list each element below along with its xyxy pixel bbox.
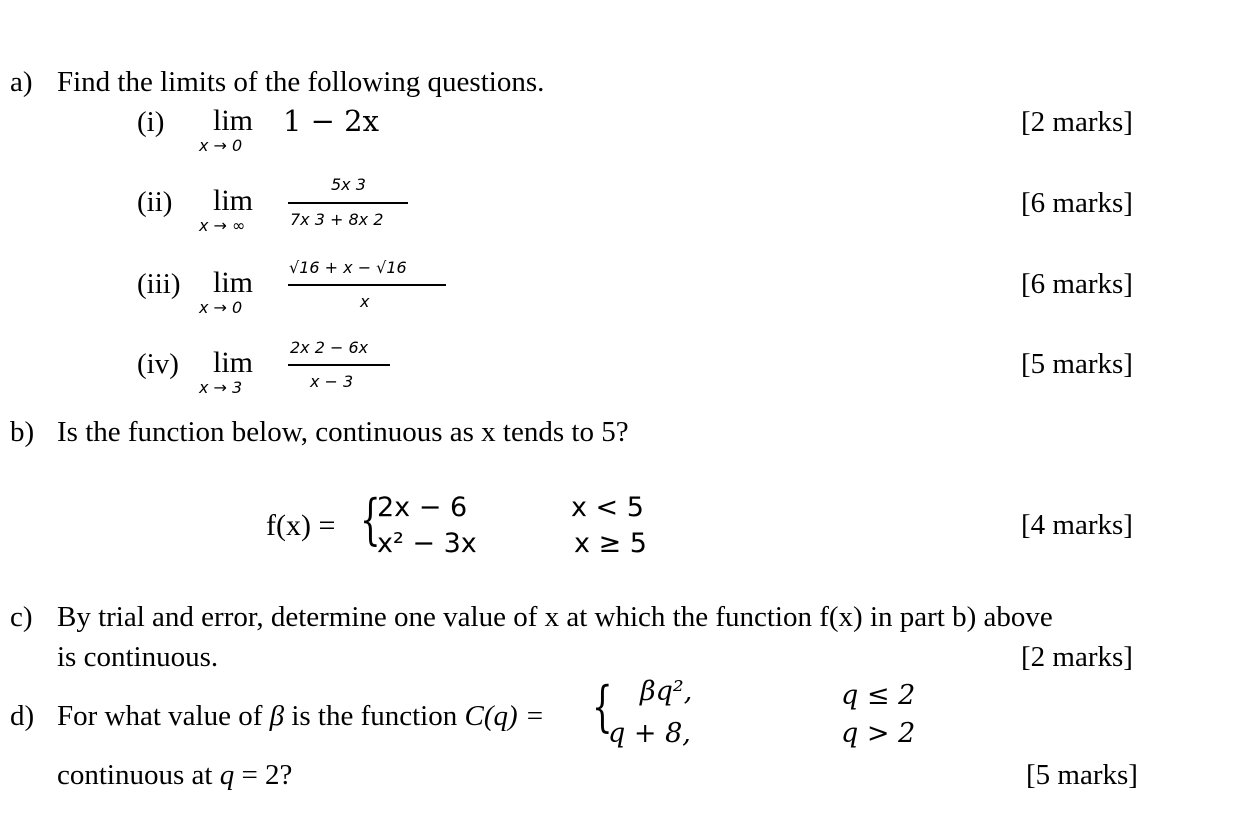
- part-d-question-line2: continuous at q = 2?: [57, 759, 293, 791]
- item-iii-denominator: x: [360, 292, 370, 311]
- item-iii-fraction-bar: [288, 284, 446, 286]
- f-condition-1: x < 5: [571, 492, 644, 523]
- item-ii-numerator: 5x 3: [331, 175, 366, 194]
- item-i-subscript: x → 0: [199, 136, 243, 155]
- c-case-1: βq²,: [640, 676, 693, 707]
- part-d-marks: [5 marks]: [1026, 759, 1138, 791]
- item-iv-numerator: 2x 2 − 6x: [290, 338, 369, 357]
- part-c-marks: [2 marks]: [1021, 641, 1133, 673]
- item-iii-numerator: √16 + x − √16: [289, 258, 407, 277]
- part-d-question: For what value of β is the function C(q) =: [57, 700, 545, 732]
- f-case-1: 2x − 6: [377, 492, 468, 523]
- c-case-2: q + 8,: [608, 718, 691, 749]
- c-condition-2: q > 2: [841, 718, 916, 749]
- part-c-label: c): [10, 601, 33, 633]
- item-iv-number: (iv): [137, 348, 179, 380]
- part-d-label: d): [10, 700, 35, 732]
- item-i-lim: lim: [213, 104, 254, 137]
- part-b-marks: [4 marks]: [1021, 509, 1133, 541]
- item-iv-fraction-bar: [288, 364, 390, 366]
- item-i-number: (i): [137, 106, 165, 138]
- item-i-marks: [2 marks]: [1021, 106, 1133, 138]
- item-ii-lim: lim: [213, 184, 254, 217]
- item-i-expression: 1 − 2x: [283, 104, 379, 138]
- left-brace-icon: {: [360, 488, 381, 551]
- part-c-question-line2: is continuous.: [57, 641, 219, 673]
- c-condition-1: q ≤ 2: [841, 680, 916, 711]
- part-a-question: Find the limits of the following questions.: [57, 66, 545, 98]
- part-c-question-line1: By trial and error, determine one value of x at which the function f(x) in part b) above: [57, 601, 1053, 633]
- item-iv-subscript: x → 3: [199, 378, 243, 397]
- item-iii-number: (iii): [137, 268, 181, 300]
- left-brace-icon-d: {: [592, 675, 613, 738]
- function-f-name: f(x) =: [266, 509, 336, 542]
- item-iv-denominator: x − 3: [310, 372, 354, 391]
- item-ii-fraction-bar: [288, 202, 408, 204]
- item-iv-marks: [5 marks]: [1021, 348, 1133, 380]
- part-a-label: a): [10, 66, 33, 98]
- item-iii-lim: lim: [213, 266, 254, 299]
- part-b-label: b): [10, 416, 35, 448]
- item-ii-number: (ii): [137, 186, 173, 218]
- item-iv-lim: lim: [213, 346, 254, 379]
- item-ii-denominator: 7x 3 + 8x 2: [290, 210, 384, 229]
- item-ii-marks: [6 marks]: [1021, 187, 1133, 219]
- item-iii-subscript: x → 0: [199, 298, 243, 317]
- f-condition-2: x ≥ 5: [574, 528, 647, 559]
- item-ii-subscript: x → ∞: [199, 216, 246, 235]
- part-b-question: Is the function below, continuous as x tends to 5?: [57, 416, 629, 448]
- item-iii-marks: [6 marks]: [1021, 268, 1133, 300]
- f-case-2: x² − 3x: [377, 528, 477, 559]
